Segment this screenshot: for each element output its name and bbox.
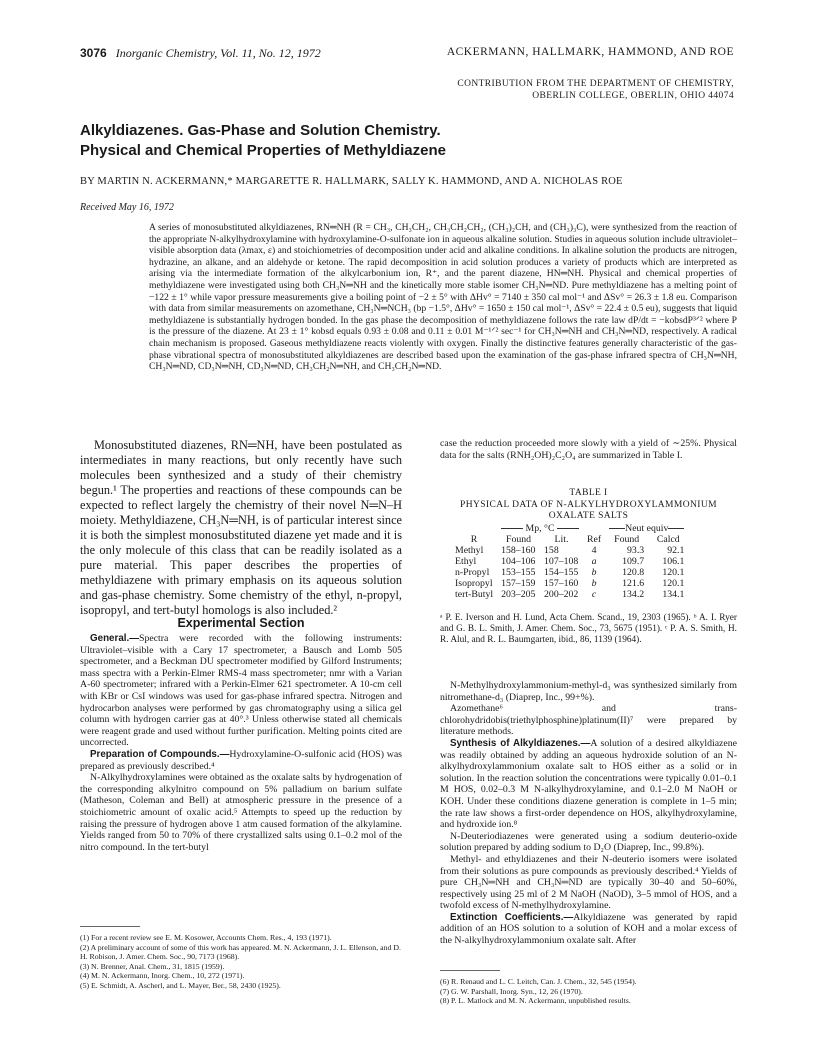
table-row: tert-Butyl 203–205 200–202 c 134.2 134.1 — [455, 589, 685, 600]
contribution-line-2: OBERLIN COLLEGE, OBERLIN, OHIO 44074 — [532, 91, 734, 101]
footnote-7: (7) G. W. Parshall, Inorg. Syn., 12, 26 (1970). — [440, 986, 583, 996]
paragraph-methyl-d3: N-Methylhydroxylammonium-methyl-d₃ was synthesized similarly from nitromethane-d₃ (Diaprep, Inc., 99+%). — [440, 680, 737, 703]
author-byline: BY MARTIN N. ACKERMANN,* MARGARETTE R. HALLMARK, SALLY K. HAMMOND, AND A. NICHOLAS ROE — [80, 176, 623, 187]
col-found: Found — [506, 534, 532, 545]
table-row: Methyl 158–160 158 4 93.3 92.1 — [455, 545, 685, 556]
contribution-line-1: CONTRIBUTION FROM THE DEPARTMENT OF CHEMISTRY, — [457, 79, 734, 89]
table-caption-2: OXALATE SALTS — [548, 511, 629, 521]
title-line-1: Alkyldiazenes. Gas-Phase and Solution Chemistry. — [80, 122, 441, 139]
paragraph-continuation: case the reduction proceeded more slowly with a yield of ∼25%. Physical data for the salts (RNH₂OH)₂C₂O₄ are summarized in Table I. — [440, 438, 737, 461]
footnote-1: (1) For a recent review see E. M. Kosower, Accounts Chem. Res., 4, 193 (1971). — [80, 933, 332, 942]
footnote-6: (6) R. Renaud and L. C. Leitch, Can. J. Chem., 32, 545 (1954). — [440, 977, 637, 986]
group-neut: Neut equiv — [605, 523, 688, 534]
right-column-body — [440, 680, 737, 947]
running-head-authors: ACKERMANN, HALLMARK, HAMMOND, AND ROE — [446, 46, 734, 58]
intro-paragraph: Monosubstituted diazenes, RN═NH, have been postulated as intermediates in many reactions, but only recently have such molecules been synthesized and a study of their chemistry begun.¹ The properties and reactions of these compounds can be expected to reflect largely the chemistry of their novel N═N–H moiety. Methyldiazene, CH₃N═NH, is of particular interest since it is both the simplest monosubstituted diazene yet made and it is the only molecule of this class that can be readily isolated as a pure material. This paper describes the properties of methyldiazene with primary emphasis on its aqueous solution and gas-phase chemistry. Some chemistry of the ethyl, n-propyl, isopropyl, and tert-butyl homologs is also included.² — [80, 438, 402, 617]
right-column-top — [440, 438, 737, 461]
col-r: R — [470, 534, 478, 545]
article-title — [80, 121, 740, 161]
contribution-affiliation — [457, 78, 734, 102]
col-calcd: Calcd — [656, 534, 680, 545]
table-footnote: ᵃ P. E. Iverson and H. Lund, Acta Chem. Scand., 19, 2303 (1965). ᵇ A. I. Ryer and G. B. L. Smith, J. Amer. Chem. Soc., 73, 5675 (1951). ᶜ P. A. S. Smith, H. R. Alul, and R. L. Baumgarten, ibid., 86, 1139 (1964). — [440, 613, 737, 646]
col-ref: Ref — [586, 534, 602, 545]
footnotes-right — [440, 977, 737, 1006]
footnote-2: (2) A preliminary account of some of this work has appeared. M. N. Ackermann, J. L. Ellenson, and D. H. Robison, J. Amer. Chem. Soc., 90, 7173 (1968). — [80, 942, 401, 962]
running-head-left — [80, 46, 321, 61]
table-row: Ethyl 104–106 107–108 a 109.7 106.1 — [455, 556, 685, 567]
footnote-rule-left — [80, 926, 140, 927]
paragraph-isolation: Methyl- and ethyldiazenes and their N-deuterio isomers were isolated from their solutions as pure compounds as previously described.⁴ Yields of pure CH₃N═NH and CH₃N═ND are typically 30–40 and 50–60%, respectively using 25 ml of 2 M NaOH (NaOD), 3–5 mmol of HOS, and a twofold excess of N-methylhydroxylamine. — [440, 853, 737, 912]
col-lit: Lit. — [554, 534, 569, 545]
paragraph-preparation: Preparation of Compounds.—Hydroxylamine-O-sulfonic acid (HOS) was prepared as previously described.⁴ — [80, 748, 402, 772]
footnote-4: (4) M. N. Ackermann, Inorg. Chem., 10, 272 (1971). — [80, 971, 245, 981]
table-column-header — [451, 534, 688, 545]
col-found2: Found — [614, 534, 640, 545]
paragraph-general: General.—Spectra were recorded with the following instruments: Ultraviolet–visible with a Cary 17 spectrometer, a Bausch and Lomb 505 spectrometer, and a Beckman DU spectrometer modified by Gilford Instruments; mass spectra with a Perkin-Elmer RMS-4 mass spectrometer; nmr with a Varian A-60 spectrometer; infrared with a Perkin-Elmer 621 spectrometer. A 10-cm cell with KBr or CsI windows was used for gas-phase infrared spectra. Nitrogen and hydrocarbon analyses were performed by gas chromatography using a silica gel column with hydrogen carrier gas at 40°.³ Unless otherwise stated all chemicals were reagent grade and used without further purification. Melting points cited are uncorrected. — [80, 633, 402, 749]
footnote-rule-right — [440, 970, 500, 971]
footnote-5: (5) E. Schmidt, A. Ascherl, and L. Mayer, Ber., 58, 2430 (1925). — [80, 980, 281, 990]
table-caption-1: PHYSICAL DATA OF N-ALKYLHYDROXYLAMMONIUM — [460, 499, 717, 510]
paragraph-deuterio: N-Deuteriodiazenes were generated using a sodium deuterio-oxide solution prepared by adding sodium to D₂O (Diaprep, Inc., 99.8%). — [440, 830, 737, 854]
paragraph-hydroxylamines: N-Alkylhydroxylamines were obtained as the oxalate salts by hydrogenation of the corresponding alkylnitro compound on 5% palladium on barium sulfate (Matheson, Coleman and Bell) at atmospheric pressure in the presence of a stoichiometric amount of oxalic acid.⁵ Attempts to speed up the reduction by raising the pressure of hydrogen above 1 atm caused formation of the alkylamine. Yields ranged from 50 to 70% of there crystallized salts using 0.1–0.2 mol of the nitro compound. In the tert-butyl — [80, 772, 402, 853]
table-group-header — [451, 523, 688, 534]
section-heading: Experimental Section — [177, 616, 305, 630]
paragraph-synthesis: Synthesis of Alkyldiazenes.—A solution of a desired alkyldiazene was readily obtained by adding an aqueous hydroxide solution of an N-alkylhydroxylammonium oxalate salt to HOS either as a solid or in solution. In the reaction solution the concentrations were typically 0.01–0.1 M HOS, 0.02–0.3 M N-alkylhydroxylamine, and 0.1–2.0 M NaOH or KOH. Under these conditions diazene generation is complete in 1–5 min; the rate law shows a first-order dependence on HOS, alkylhydroxylamine, and hydroxide ion.⁸ — [440, 737, 738, 831]
title-line-2: Physical and Chemical Properties of Methyldiazene — [80, 142, 446, 159]
abstract: A series of monosubstituted alkyldiazenes, RN═NH (R = CH₃, CH₃CH₂, CH₃CH₂CH₂, (CH₃)₂CH, and (CH₃)₃C), were synthesized from the reaction of the appropriate N-alkylhydroxylamine with hydroxylamine-O-sulfonate ion in aqueous alkaline solution. Studies in aqueous solution include ultraviolet–visible absorption data (λmax, ε) and stoichiometries of decomposition under acid and alkaline conditions. In alkaline solution the products are nitrogen, hydrazine, an alkane, and an aldehyde or ketone. The rapid decomposition in acid solution produces a variety of products which are interpreted as arising via the intermediate formation of the alkylcarbonium ion, R⁺, and the parent diazene, HN═NH. Physical and chemical properties of methyldiazene were investigated using both CH₃N═NH and the kinetically more stable isomer CH₃N═ND. Pure methyldiazene has a melting point of −122 ± 1° while vapor pressure measurements give a boiling point of −2 ± 5° with ΔHv° = 7140 ± 350 cal mol⁻¹ and ΔSv° = 26.3 ± 1.8 eu. Comparison with data from similar measurements on azomethane, CH₃N═NCH₃ (bp −1.5°, ΔHv° = 1650 ± 150 cal mol⁻¹, ΔSv° = 22.4 ± 0.5 eu), suggests that liquid methyldiazene is substantially hydrogen bonded. In the gas phase the decomposition of methyldiazene follows the rate law dP/dt = −kobsdP³ᐟ² where P is the pressure of the diazene. At 23 ± 1° kobsd equals 0.93 ± 0.08 and 0.11 ± 0.01 M⁻¹ᐟ² sec⁻¹ for CH₃N═NH and CH₃N═ND, respectively. A radical chain mechanism is proposed. Gaseous methyldiazene reacts violently with oxygen. Finally the distinctive features generally characteristic of the gas-phase vibrational spectra of monosubstituted alkyldiazenes are described based upon the examination of the gas-phase infrared spectra of CH₃N═NH, CH₃N═ND, CD₃N═NH, CD₃N═ND, CH₃CH₂N═NH, and CH₃CH₂N═ND. — [149, 222, 737, 373]
paragraph-azomethane: Azomethane⁶ and trans-chlorohydridobis(triethylphosphine)platinum(II)⁷ were prepared by literature methods. — [440, 703, 737, 738]
journal-citation: Inorganic Chemistry, Vol. 11, No. 12, 1972 — [115, 46, 321, 60]
table-1 — [451, 523, 688, 600]
paragraph-extinction: Extinction Coefficients.—Alkyldiazene was generated by rapid addition of an HOS solution to a solution of KOH and a molar excess of the N-alkylhydroxylammonium oxalate salt. After — [440, 911, 737, 947]
table-label: TABLE I — [569, 488, 608, 498]
table-row: Isopropyl 157–159 157–160 b 121.6 120.1 — [455, 578, 685, 589]
group-mp: Mp, °C — [497, 523, 583, 534]
footnotes-left — [80, 933, 402, 991]
received-date: Received May 16, 1972 — [80, 202, 174, 213]
footnote-3: (3) N. Brenner, Anal. Chem., 31, 1815 (1959). — [80, 961, 225, 971]
experimental-text — [80, 633, 402, 853]
footnote-8: (8) P. L. Matlock and M. N. Ackermann, unpublished results. — [440, 996, 631, 1006]
table-title — [440, 488, 737, 523]
introduction — [80, 438, 402, 618]
table-row: n-Propyl 153–155 154–155 b 120.8 120.1 — [455, 567, 685, 578]
page-number: 3076 — [80, 46, 107, 60]
